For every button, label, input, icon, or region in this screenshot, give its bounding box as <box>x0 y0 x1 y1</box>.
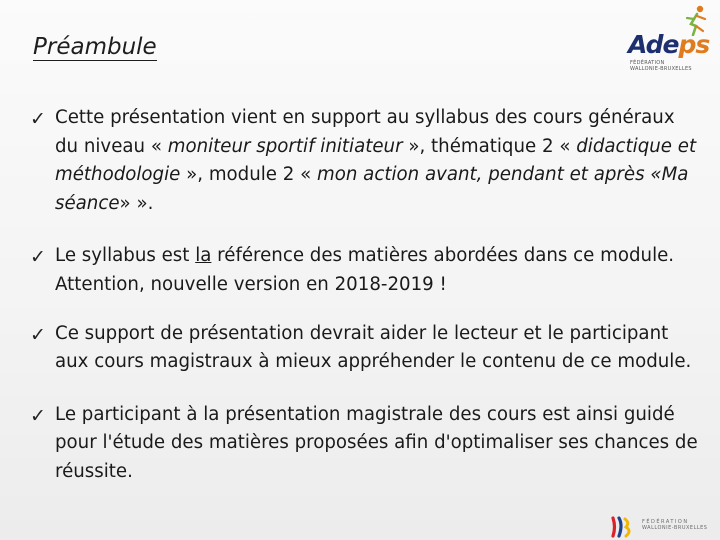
bullet-item <box>30 242 700 299</box>
bullet-text <box>55 104 700 218</box>
bullet-text-segment: », module 2 « <box>180 164 318 186</box>
slide-title-text: Préambule <box>33 34 157 60</box>
bullet-text-italic: moniteur sportif initiateur <box>167 135 403 157</box>
adeps-subtitle <box>630 60 710 72</box>
bullet-text-italic: didactique et méthodologie <box>55 135 697 186</box>
checkmark-icon: ✓ <box>30 323 46 346</box>
bullet-item <box>30 104 700 218</box>
bullet-text-segment: » ». <box>119 192 154 214</box>
bullet-text-segment: Cette présentation vient en support au syllabus des cours généraux du niveau « <box>55 107 675 157</box>
slide-title <box>33 32 157 62</box>
adeps-wordmark-main: Ade <box>628 30 679 59</box>
adeps-logo <box>620 4 712 74</box>
bullet-text: Le participant à la présentation magistrale des cours est ainsi guidé pour l'étude des matières proposées afin d'optimaliser ses chances de réussite. <box>55 403 698 482</box>
bullet-text-italic: mon action avant, pendant et après « <box>317 164 662 186</box>
federation-emblem-icon <box>610 515 636 539</box>
adeps-wordmark <box>628 32 709 58</box>
federation-text <box>642 519 707 531</box>
bullet-text: Ce support de présentation devrait aider le lecteur et le participant aux cours magistraux à mieux appréhender le contenu de ce module. <box>55 322 692 373</box>
federation-wallonie-bruxelles-logo <box>606 513 712 540</box>
bullet-item <box>30 401 700 487</box>
checkmark-icon: ✓ <box>30 246 46 269</box>
bullet-list <box>30 104 700 511</box>
adeps-subtitle-line1: FÉDÉRATION <box>630 60 665 66</box>
bullet-text <box>55 242 700 299</box>
federation-text-line2: WALLONIE-BRUXELLES <box>642 525 708 531</box>
adeps-wordmark-accent: ps <box>678 30 710 59</box>
adeps-subtitle-line2: WALLONIE-BRUXELLES <box>630 66 692 72</box>
title-underline <box>33 60 157 61</box>
bullet-text-segment: Le syllabus est <box>55 245 196 267</box>
checkmark-icon: ✓ <box>30 108 46 130</box>
federation-text-line1: FÉDÉRATION <box>642 519 689 525</box>
bullet-text-italic: Ma séance <box>55 164 689 214</box>
bullet-text-segment: référence des matières abordées dans ce module. Attention, nouvelle version en 2018-2019 ! <box>55 245 675 295</box>
bullet-text-underlined: la <box>195 245 212 267</box>
bullet-text-segment: », thématique 2 « <box>402 135 577 157</box>
bullet-item <box>30 320 700 377</box>
checkmark-icon: ✓ <box>30 404 46 427</box>
